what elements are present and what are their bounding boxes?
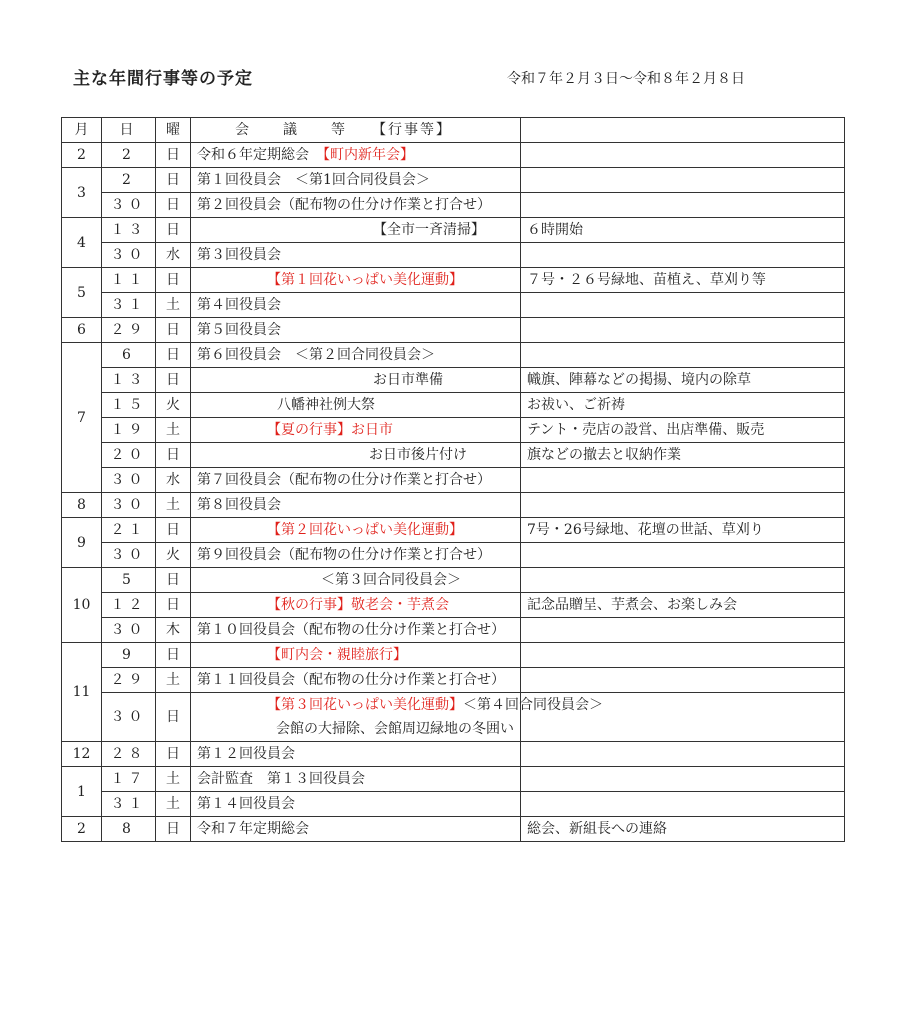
day-cell: １５: [102, 393, 156, 418]
header-month: 月: [62, 118, 102, 143]
annual-schedule-table: [61, 117, 845, 842]
day-cell: ３０: [102, 693, 156, 742]
note-cell: [521, 742, 845, 767]
event-highlight: 【夏の行事】お日市: [267, 422, 393, 438]
day-cell: １２: [102, 593, 156, 618]
day-cell: １３: [102, 218, 156, 243]
table-row: [62, 393, 845, 418]
weekday-cell: 土: [156, 792, 191, 817]
note-cell: [521, 618, 845, 643]
header-day: 日: [102, 118, 156, 143]
table-row: [62, 593, 845, 618]
event-text: ＜第４回合同役員会＞: [463, 697, 603, 713]
weekday-cell: 水: [156, 243, 191, 268]
event-text: ＜第３回合同役員会＞: [321, 572, 461, 588]
day-cell: 6: [102, 343, 156, 368]
table-row: [62, 543, 845, 568]
header-weekday: 曜: [156, 118, 191, 143]
weekday-cell: 土: [156, 293, 191, 318]
day-cell: 8: [102, 817, 156, 842]
note-cell: [521, 243, 845, 268]
table-row: [62, 668, 845, 693]
event-highlight: 【町内新年会】: [323, 147, 414, 163]
note-cell: [521, 143, 845, 168]
table-row: [62, 817, 845, 842]
day-cell: ２９: [102, 668, 156, 693]
weekday-cell: 日: [156, 817, 191, 842]
event-cell: 会計監査 第１３回役員会: [191, 767, 521, 792]
weekday-cell: 日: [156, 218, 191, 243]
day-cell: ２８: [102, 742, 156, 767]
day-cell: 2: [102, 168, 156, 193]
month-cell: 9: [62, 518, 102, 568]
day-cell: １７: [102, 767, 156, 792]
day-cell: ３０: [102, 193, 156, 218]
event-highlight: 【第２回花いっぱい美化運動】: [267, 522, 463, 538]
weekday-cell: 土: [156, 668, 191, 693]
month-cell: 8: [62, 493, 102, 518]
weekday-cell: 日: [156, 368, 191, 393]
event-cell: 第５回役員会: [191, 318, 521, 343]
event-cell: 第１０回役員会（配布物の仕分け作業と打合せ）: [191, 618, 521, 643]
event-highlight: 【町内会・親睦旅行】: [267, 647, 407, 663]
table-row: [62, 443, 845, 468]
weekday-cell: 土: [156, 767, 191, 792]
event-cell: [191, 443, 521, 468]
day-cell: ３０: [102, 493, 156, 518]
weekday-cell: 木: [156, 618, 191, 643]
table-row: [62, 368, 845, 393]
note-cell: お祓い、ご祈祷: [521, 393, 845, 418]
table-row: [62, 168, 845, 193]
table-row: [62, 693, 845, 742]
weekday-cell: 日: [156, 168, 191, 193]
event-cell: [191, 518, 521, 543]
table-row: [62, 643, 845, 668]
note-cell: [521, 193, 845, 218]
page-title: 主な年間行事等の予定: [73, 69, 253, 89]
day-cell: １３: [102, 368, 156, 393]
table-row: [62, 742, 845, 767]
event-cell: [191, 643, 521, 668]
weekday-cell: 日: [156, 343, 191, 368]
note-cell: ７号・２６号緑地、苗植え、草刈り等: [521, 268, 845, 293]
note-cell: [521, 543, 845, 568]
event-detail: 会館の大掃除、会館周辺緑地の冬囲い: [276, 721, 514, 737]
event-text: お日市後片付け: [369, 447, 467, 463]
day-cell: １９: [102, 418, 156, 443]
table-row: [62, 493, 845, 518]
weekday-cell: 火: [156, 543, 191, 568]
header-event: 会 議 等 【行事等】: [191, 118, 521, 143]
month-cell: 11: [62, 643, 102, 742]
event-cell: 第１４回役員会: [191, 792, 521, 817]
event-cell: 第２回役員会（配布物の仕分け作業と打合せ）: [191, 193, 521, 218]
event-cell: 第４回役員会: [191, 293, 521, 318]
table-row: [62, 243, 845, 268]
day-cell: ３０: [102, 243, 156, 268]
weekday-cell: 火: [156, 393, 191, 418]
event-cell: 第１１回役員会（配布物の仕分け作業と打合せ）: [191, 668, 521, 693]
day-cell: ３０: [102, 618, 156, 643]
day-cell: 2: [102, 143, 156, 168]
event-cell: [191, 368, 521, 393]
month-cell: 3: [62, 168, 102, 218]
note-cell: [521, 792, 845, 817]
note-cell: [521, 668, 845, 693]
month-cell: 4: [62, 218, 102, 268]
weekday-cell: 日: [156, 643, 191, 668]
event-cell: 第６回役員会 ＜第２回合同役員会＞: [191, 343, 521, 368]
event-text: お日市準備: [373, 372, 443, 388]
table-row: [62, 767, 845, 792]
table-row: [62, 343, 845, 368]
table-row: [62, 193, 845, 218]
event-cell: 第８回役員会: [191, 493, 521, 518]
event-cell: 第７回役員会（配布物の仕分け作業と打合せ）: [191, 468, 521, 493]
table-row: [62, 268, 845, 293]
day-cell: ２０: [102, 443, 156, 468]
weekday-cell: 日: [156, 143, 191, 168]
weekday-cell: 土: [156, 493, 191, 518]
note-cell: [521, 493, 845, 518]
note-cell: 記念品贈呈、芋煮会、お楽しみ会: [521, 593, 845, 618]
table-row: [62, 468, 845, 493]
day-cell: ３１: [102, 792, 156, 817]
weekday-cell: 日: [156, 568, 191, 593]
note-cell: [521, 643, 845, 668]
note-cell: [521, 343, 845, 368]
table-row: [62, 318, 845, 343]
weekday-cell: 土: [156, 418, 191, 443]
day-cell: １１: [102, 268, 156, 293]
weekday-cell: 水: [156, 468, 191, 493]
event-cell: 第９回役員会（配布物の仕分け作業と打合せ）: [191, 543, 521, 568]
table-row: [62, 293, 845, 318]
table-row: [62, 218, 845, 243]
month-cell: 2: [62, 817, 102, 842]
event-cell: [191, 218, 521, 243]
note-cell: [521, 468, 845, 493]
day-cell: ３０: [102, 468, 156, 493]
note-cell: [521, 293, 845, 318]
weekday-cell: 日: [156, 318, 191, 343]
weekday-cell: 日: [156, 742, 191, 767]
note-cell: [521, 168, 845, 193]
note-cell: [521, 767, 845, 792]
table-row: [62, 418, 845, 443]
month-cell: 6: [62, 318, 102, 343]
month-cell: 10: [62, 568, 102, 643]
event-cell: [191, 593, 521, 618]
note-cell: 旗などの撤去と収納作業: [521, 443, 845, 468]
event-cell: [191, 393, 521, 418]
table-row: [62, 143, 845, 168]
note-cell: 総会、新組長への連絡: [521, 817, 845, 842]
weekday-cell: 日: [156, 193, 191, 218]
table-header-row: [62, 118, 845, 143]
table-row: [62, 568, 845, 593]
day-cell: 5: [102, 568, 156, 593]
month-cell: 1: [62, 767, 102, 817]
note-cell: [521, 318, 845, 343]
note-cell: テント・売店の設営、出店準備、販売: [521, 418, 845, 443]
month-cell: 2: [62, 143, 102, 168]
event-cell: [191, 568, 521, 593]
event-cell: 第３回役員会: [191, 243, 521, 268]
day-cell: ３０: [102, 543, 156, 568]
event-highlight: 【秋の行事】敬老会・芋煮会: [267, 597, 449, 613]
event-text: 令和６年定期総会: [197, 147, 309, 163]
header-note: [521, 118, 845, 143]
day-cell: ２９: [102, 318, 156, 343]
weekday-cell: 日: [156, 443, 191, 468]
event-cell: [191, 268, 521, 293]
month-cell: 7: [62, 343, 102, 493]
note-cell: ６時開始: [521, 218, 845, 243]
day-cell: ３１: [102, 293, 156, 318]
table-row: [62, 618, 845, 643]
weekday-cell: 日: [156, 693, 191, 742]
event-cell: 令和７年定期総会: [191, 817, 521, 842]
schedule-period: 令和７年２月３日～令和８年２月８日: [507, 71, 745, 87]
day-cell: 9: [102, 643, 156, 668]
note-cell: 幟旗、陣幕などの掲揚、境内の除草: [521, 368, 845, 393]
event-cell: [191, 418, 521, 443]
event-cell: [191, 693, 603, 742]
day-cell: ２１: [102, 518, 156, 543]
event-text: 八幡神社例大祭: [277, 397, 375, 413]
table-row: [62, 792, 845, 817]
note-cell: [521, 568, 845, 593]
weekday-cell: 日: [156, 593, 191, 618]
weekday-cell: 日: [156, 518, 191, 543]
month-cell: 5: [62, 268, 102, 318]
event-highlight: 【第１回花いっぱい美化運動】: [267, 272, 463, 288]
event-cell: [191, 143, 521, 168]
event-cell: 第１回役員会 ＜第1回合同役員会＞: [191, 168, 521, 193]
note-cell: 7号・26号緑地、花壇の世話、草刈り: [521, 518, 845, 543]
event-cell: 第１２回役員会: [191, 742, 521, 767]
month-cell: 12: [62, 742, 102, 767]
event-highlight: 【第３回花いっぱい美化運動】: [267, 697, 463, 713]
weekday-cell: 日: [156, 268, 191, 293]
event-text: 【全市一斉清掃】: [373, 222, 485, 238]
table-row: [62, 518, 845, 543]
